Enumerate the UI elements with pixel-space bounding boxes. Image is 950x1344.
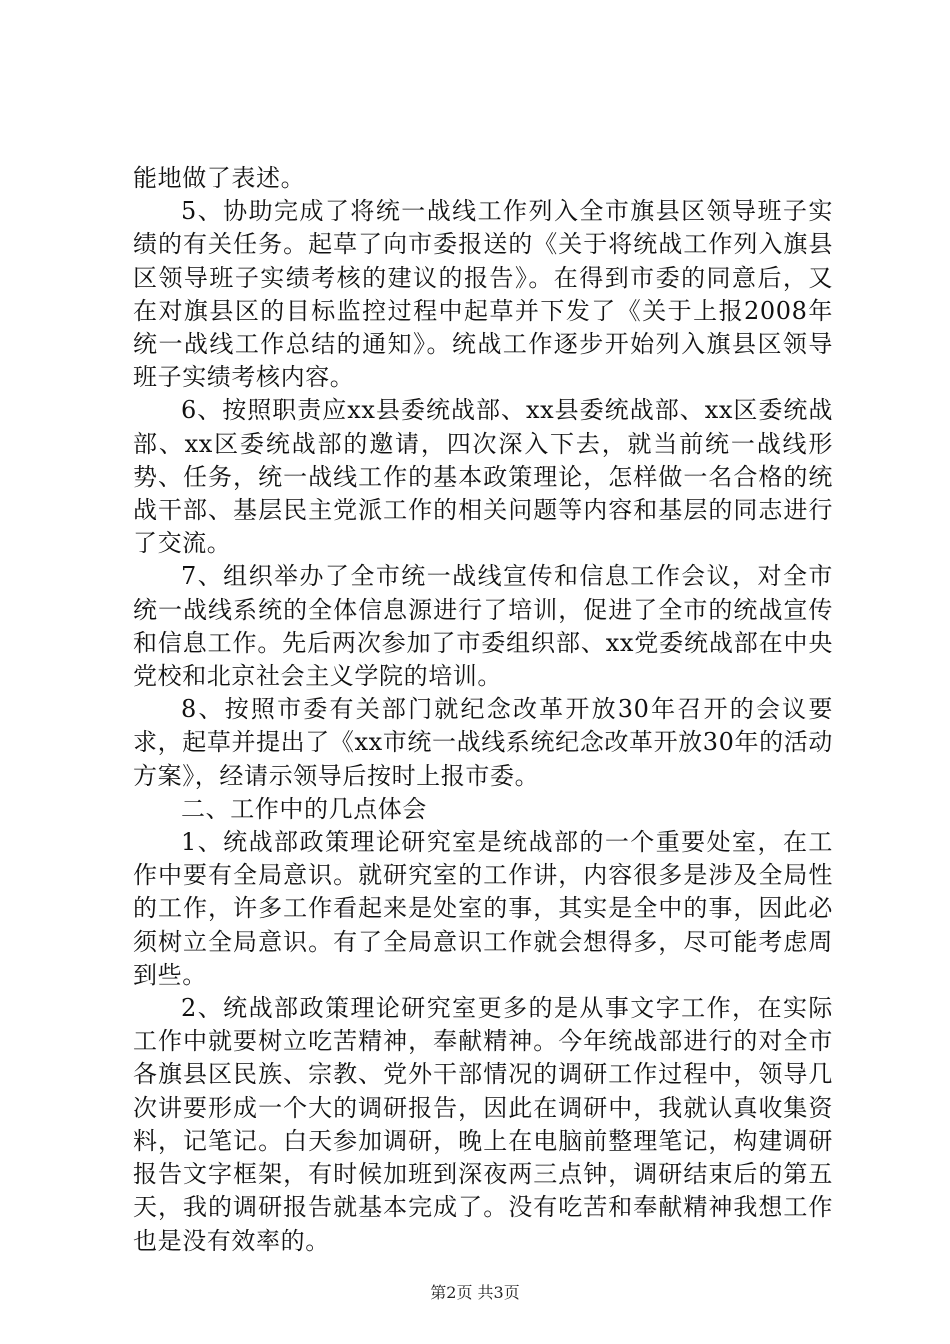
document-body [133,162,833,1258]
paragraph-item-8: 8、按照市委有关部门就纪念改革开放30年召开的会议要求，起草并提出了《xx市统一战线系统纪念改革开放30年的活动方案》，经请示领导后按时上报市委。 [133,695,833,790]
page-number-footer: 第2页 共3页 [430,1283,520,1302]
paragraph-point-2: 2、统战部政策理论研究室更多的是从事文字工作，在实际工作中就要树立吃苦精神，奉献精神。今年统战部进行的对全市各旗县区民族、宗教、党外干部情况的调研工作过程中，领导几次讲要形成一个大的调研报告，因此在调研中，我就认真收集资料，记笔记。白天参加调研，晚上在电脑前整理笔记，构建调研报告文字框架，有时候加班到深夜两三点钟，调研结束后的第五天，我的调研报告就基本完成了。没有吃苦和奉献精神我想工作也是没有效率的。 [133,994,833,1255]
section-heading: 二、工作中的几点体会 [181,794,427,823]
paragraph-item-7: 7、组织举办了全市统一战线宣传和信息工作会议，对全市统一战线系统的全体信息源进行了培训，促进了全市的统战宣传和信息工作。先后两次参加了市委组织部、xx党委统战部在中央党校和北京社会主义学院的培训。 [133,562,833,691]
paragraph-point-1: 1、统战部政策理论研究室是统战部的一个重要处室，在工作中要有全局意识。就研究室的工作讲，内容很多是涉及全局性的工作，许多工作看起来是处室的事，其实是全中的事，因此必须树立全局意识。有了全局意识工作就会想得多，尽可能考虑周到些。 [133,828,833,989]
paragraph-item-5: 5、协助完成了将统一战线工作列入全市旗县区领导班子实绩的有关任务。起草了向市委报送的《关于将统战工作列入旗县区领导班子实绩考核的建议的报告》。在得到市委的同意后，又在对旗县区的目标监控过程中起草并下发了《关于上报2008年统一战线工作总结的通知》。统战工作逐步开始列入旗县区领导班子实绩考核内容。 [133,197,833,392]
paragraph-continuation: 能地做了表述。 [133,164,306,192]
paragraph-item-6: 6、按照职责应xx县委统战部、xx县委统战部、xx区委统战部、xx区委统战部的邀请，四次深入下去，就当前统一战线形势、任务，统一战线工作的基本政策理论，怎样做一名合格的统战干部、基层民主党派工作的相关问题等内容和基层的同志进行了交流。 [133,396,833,558]
